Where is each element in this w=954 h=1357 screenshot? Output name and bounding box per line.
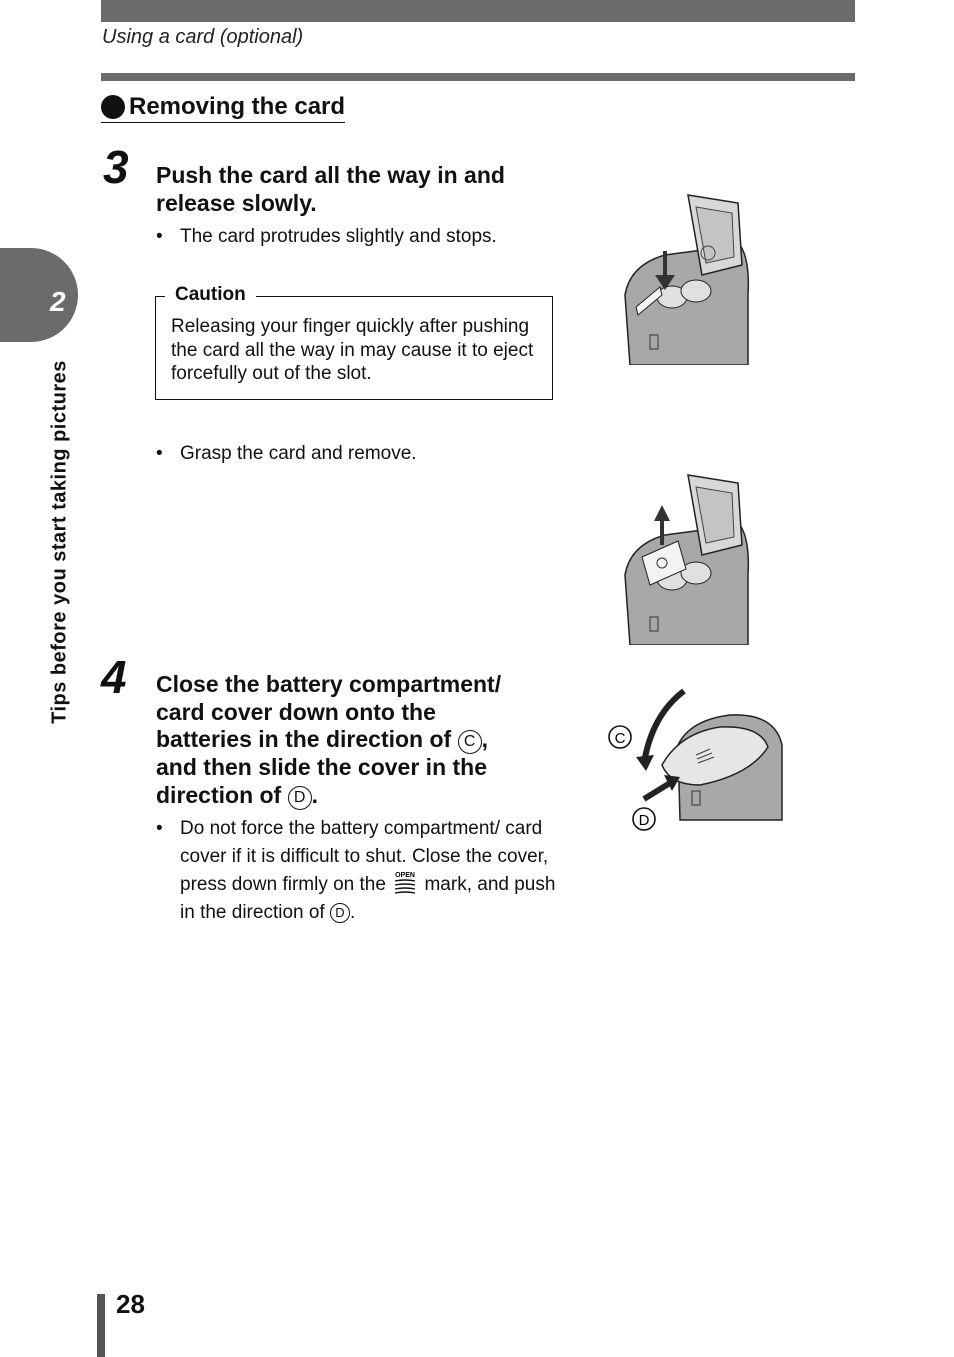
step4-title-line-2: card cover down onto the xyxy=(156,698,436,725)
section-title xyxy=(101,93,345,123)
open-mark-icon xyxy=(391,870,419,898)
header-title: Using a card (optional) xyxy=(102,26,304,48)
open-mark-label: OPEN xyxy=(395,872,416,879)
figure-close-cover xyxy=(600,685,790,835)
step4-bullet: • Do not force the battery compartment/ card cover if it is difficult to shut. Close the cover, press down firmly on the OPEN mark, and push in the direction of D . xyxy=(156,818,556,923)
step3-bullet-2: • Grasp the card and remove. xyxy=(156,443,417,464)
caution-label: Caution xyxy=(165,284,256,306)
caution-text: Releasing your finger quickly after pushing the card all the way in may cause it to eject forcefully out of the slot. xyxy=(171,316,534,384)
step3-bullet-1: • The card protrudes slightly and stops. xyxy=(156,226,497,247)
step4-title-line-3b: , xyxy=(481,726,488,752)
step3-bullet-1-text: The card protrudes slightly and stops. xyxy=(180,226,497,247)
figure-label-c: C xyxy=(614,730,626,747)
c-symbol-icon: C xyxy=(458,730,482,754)
d-symbol-icon: D xyxy=(288,786,312,810)
step4-title xyxy=(156,671,566,810)
step4-title-line-3 xyxy=(156,726,566,754)
header-rule xyxy=(101,73,855,81)
bullet-dot-icon xyxy=(101,95,125,119)
chapter-label: Tips before you start taking pictures xyxy=(48,360,71,724)
step3-title: Push the card all the way in and release slowly. xyxy=(156,162,505,216)
figure-remove-card xyxy=(620,465,755,645)
step3-bullet-2-text: Grasp the card and remove. xyxy=(180,443,417,464)
figure-push-card xyxy=(620,185,755,365)
step4-title-line-5 xyxy=(156,782,566,810)
step4-title-line-5b: . xyxy=(311,781,319,808)
step-number-4: 4 xyxy=(101,651,127,703)
chapter-tab xyxy=(0,248,78,342)
page-number: 28 xyxy=(116,1289,145,1319)
step-number-3: 3 xyxy=(103,141,129,193)
step4-title-line-5a: direction of xyxy=(156,781,282,808)
step4-bullet-text-b: mark, and push in the direction of xyxy=(180,874,556,923)
d-symbol-small-icon: D xyxy=(330,903,350,923)
step4-bullet-text-a: Do not force the battery compartment/ card cover if it is difficult to shut. Close the cover, press down firmly on the xyxy=(180,818,549,895)
step4-bullet-text-c: . xyxy=(349,901,356,923)
header-bar xyxy=(101,0,855,22)
section-title-text: Removing the card xyxy=(129,93,346,120)
page-number-bar xyxy=(97,1294,105,1357)
step4-title-line-3a: batteries in the direction of xyxy=(156,726,452,752)
figure-label-d: D xyxy=(638,812,650,829)
chapter-number: 2 xyxy=(50,286,66,317)
step4-title-line-1: Close the battery compartment/ xyxy=(156,671,502,697)
step4-title-line-4: and then slide the cover in the xyxy=(156,754,488,780)
